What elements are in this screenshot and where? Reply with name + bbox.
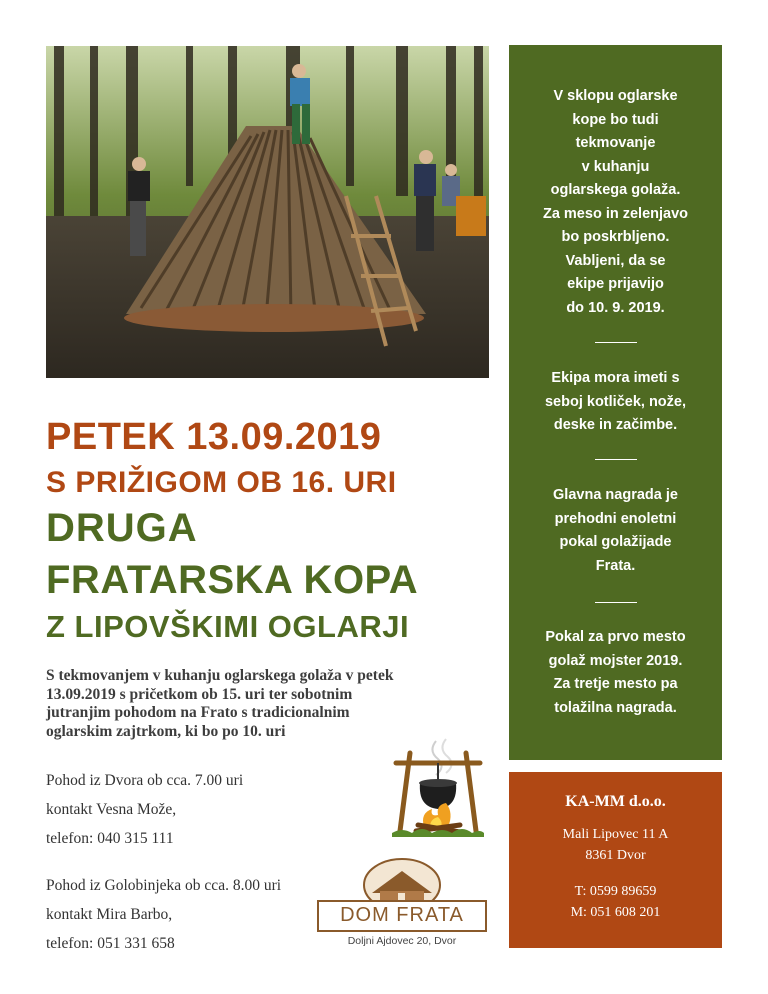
company-name: KA-MM d.o.o. [565, 793, 666, 810]
hike-info-dvor: Pohod iz Dvora ob cca. 7.00 uri kontakt Vesna Može, telefon: 040 315 111 [46, 772, 244, 847]
event-description: S tekmovanjem v kuhanju oglarskega golaža v petek 13.09.2019 s pričetkom ob 15. uri ter sobotnim jutranjim pohodom na Frato s tradicionalnim oglarskim zajtrkom, ki bo po 10. uri [46, 667, 394, 740]
sidebar-divider [595, 602, 637, 603]
company-address: Mali Lipovec 11 A 8361 Dvor [562, 827, 669, 863]
dom-frata-logo [314, 857, 490, 949]
info-sidebar [509, 45, 722, 760]
title-line-2: FRATARSKA KOPA [46, 558, 419, 602]
logo-name: DOM FRATA [340, 904, 464, 926]
hike-info-golobinjek: Pohod iz Golobinjeka ob cca. 8.00 uri kontakt Mira Barbo, telefon: 051 331 658 [46, 877, 282, 952]
event-date-heading: PETEK 13.09.2019 [46, 416, 382, 458]
sidebar-divider [595, 459, 637, 460]
charcoal-kiln-photo [46, 46, 489, 378]
title-line-3: Z LIPOVŠKIMI OGLARJI [46, 609, 410, 644]
cauldron-fire-icon [388, 735, 488, 837]
title-line-1: DRUGA [46, 506, 198, 550]
company-phones: T: 0599 89659 M: 051 608 201 [570, 884, 661, 920]
sidebar-main-prize-text: Glavna nagrada je prehodni enoletni pokal golažijade Frata. [553, 487, 678, 574]
ignition-time-heading: S PRIŽIGOM OB 16. URI [46, 466, 397, 499]
sidebar-divider [595, 342, 637, 343]
sidebar-equipment-text: Ekipa mora imeti s seboj kotliček, nože, deske in začimbe. [544, 370, 686, 433]
sidebar-trophy-text: Pokal za prvo mesto golaž mojster 2019. Za tretje mesto pa tolažilna nagrada. [545, 629, 686, 716]
logo-address: Doljni Ajdovec 20, Dvor [347, 935, 457, 947]
company-contact-box [509, 772, 722, 948]
sidebar-competition-text: V sklopu oglarske kope bo tudi tekmovanje v kuhanju oglarskega golaža. Za meso in zelenjavo bo poskrbljeno. Vabljeni, da se ekipe prijavijo do 10. 9. 2019. [542, 88, 689, 316]
